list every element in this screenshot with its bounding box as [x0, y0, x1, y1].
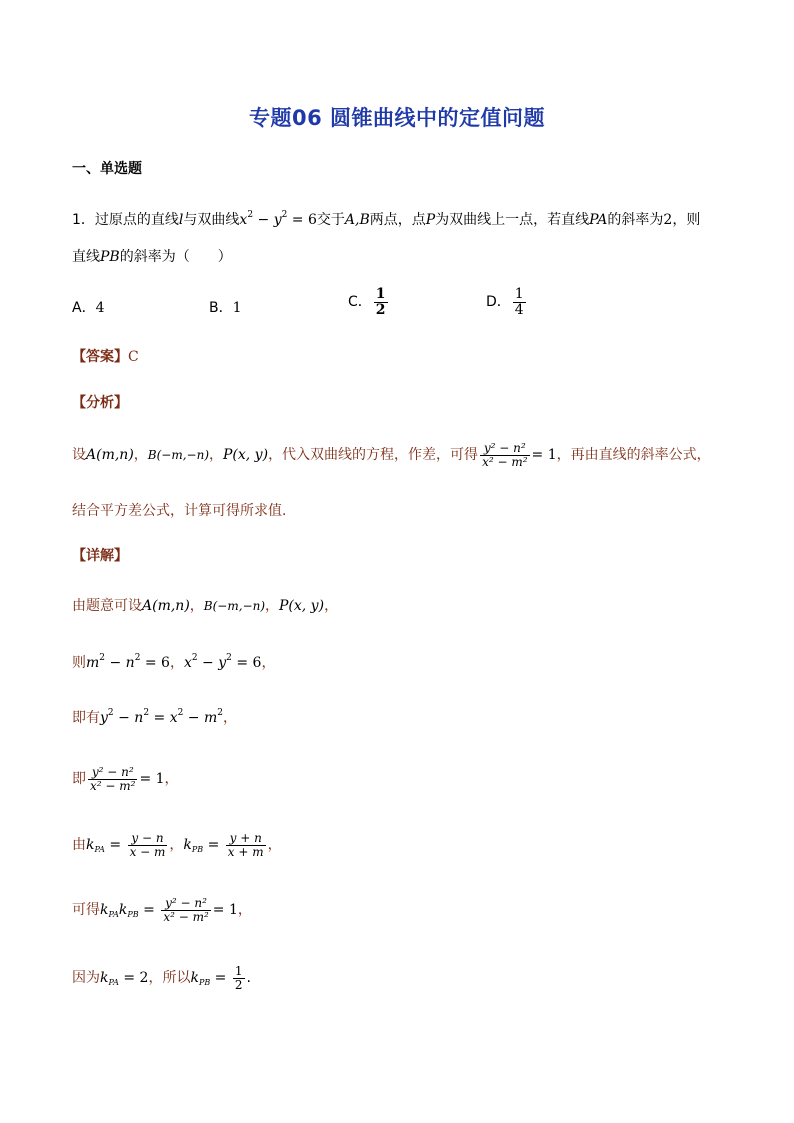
analysis-text: 设	[72, 447, 86, 464]
choice-label: C．	[348, 294, 372, 311]
math-equals-one: = 1	[212, 902, 238, 919]
fraction-kpb: $\frac{y + n}{x + m}$	[227, 831, 264, 859]
detail-text: 即有	[72, 710, 100, 726]
fraction-squares: $\frac{\text{y² − n²}}{\text{x² − m²}}$	[482, 441, 528, 469]
math-pa: PA	[589, 212, 608, 228]
detail-text: 则	[72, 655, 86, 671]
math-p-point: P(x, y)	[223, 447, 269, 464]
math-equal-squares: $y^2 - n^2 = x^2 - m^2$	[100, 708, 223, 726]
detail-text: ，	[189, 598, 204, 614]
analysis-text: ，	[209, 447, 223, 464]
detail-text: 因为	[72, 970, 100, 987]
math-ab: A,B	[344, 212, 370, 228]
question-text: 的斜率为（ ）	[119, 249, 232, 265]
math-p-point: P(x, y)	[279, 598, 325, 614]
detail-line-6	[72, 897, 252, 923]
question-text: 交于	[316, 212, 345, 228]
choice-label: D．	[486, 294, 511, 311]
analysis-line-2: 结合平方差公式，计算可得所求值.	[72, 503, 287, 519]
math-kpa-2: $k_{PA} = 2$	[100, 970, 149, 988]
math-k-pa: $k_{PA}$ =	[86, 837, 126, 855]
choice-label: B．	[209, 300, 233, 316]
math-l: l	[178, 212, 184, 228]
detail-text: ，	[265, 598, 279, 614]
math-x2y2: $x^2 - y^2 = 6$	[183, 653, 262, 671]
detail-text: 即	[72, 771, 86, 788]
choice-label: A．	[72, 300, 96, 316]
detail-line-4	[72, 766, 179, 792]
detail-text: ，	[169, 837, 184, 854]
detail-text: 由	[72, 837, 86, 854]
question-text: 与双曲线	[183, 212, 240, 228]
math-hyperbola: $x^2 - y^2 = 6$	[239, 210, 317, 228]
math-pb: PB	[100, 249, 120, 265]
fraction-one-half: $\frac{1}{2}$	[375, 286, 386, 318]
section-heading: 一、单选题	[72, 161, 142, 177]
math-b-point: B(−m,−n)	[147, 448, 209, 463]
detail-text: ，所以	[148, 970, 191, 987]
detail-line-5	[72, 832, 282, 858]
detail-text: 由题意可设	[72, 598, 142, 614]
math-equals-one: = 1	[139, 771, 165, 788]
answer-value: C	[128, 349, 139, 365]
analysis-label: 【分析】	[72, 395, 128, 411]
detail-text: ，	[164, 771, 179, 788]
math-a-point: A(m,n)	[142, 598, 190, 614]
choice-a	[72, 297, 105, 317]
question-text: 两点，点	[369, 212, 426, 228]
math-m2n2: $m^2 - n^2 = 6$	[86, 653, 170, 671]
detail-line-7	[72, 965, 251, 991]
question-text: 为双曲线上一点，若直线	[435, 212, 590, 228]
detail-line-2	[72, 652, 275, 672]
choice-value: 4	[95, 300, 105, 316]
fraction-kpa: $\frac{y - n}{x - m}$	[129, 831, 166, 859]
math-b-point: B(−m,−n)	[203, 599, 265, 613]
question-text: 的斜率为	[607, 212, 664, 228]
analysis-text: ，再由直线的斜率公式，	[556, 447, 711, 464]
choice-b	[209, 297, 242, 317]
question-text: 直线	[72, 249, 100, 265]
analysis-text: ，代入双曲线的方程，作差，可得	[268, 447, 479, 464]
question-1-line-2	[72, 246, 232, 266]
analysis-line-1	[72, 442, 711, 468]
analysis-text: ，	[133, 447, 148, 464]
question-text: 1．过原点的直线	[72, 212, 179, 228]
period: .	[246, 970, 251, 987]
question-1-line-1	[72, 209, 700, 229]
question-text: ，则	[672, 212, 701, 228]
math-equals-one: = 1	[531, 447, 557, 464]
detail-label: 【详解】	[72, 548, 128, 564]
detail-text: ，	[324, 598, 339, 614]
answer-line	[72, 346, 139, 366]
detail-line-3	[72, 707, 237, 727]
detail-text: ，	[237, 902, 252, 919]
answer-label: 【答案】	[72, 349, 128, 365]
fraction-one-half-result: $\frac{1}{2}$	[234, 964, 243, 992]
detail-line-1	[72, 595, 338, 615]
detail-text: ，	[223, 710, 237, 726]
math-kpa-kpb: $k_{PA}k_{PB}$ =	[100, 902, 160, 920]
page-title: 专题06 圆锥曲线中的定值问题	[248, 106, 546, 130]
fraction-squares: $\frac{\text{y² − n²}}{\text{x² − m²}}$	[90, 765, 136, 793]
fraction-one-quarter: $\frac{1}{4}$	[514, 286, 524, 318]
math-a-point: A(m,n)	[86, 447, 134, 464]
detail-text: 可得	[72, 902, 100, 919]
math-two: 2	[663, 212, 673, 228]
math-k-pb: $k_{PB}$ =	[183, 837, 224, 855]
detail-text: ，	[261, 655, 276, 671]
choice-value: 1	[232, 300, 242, 316]
choice-d	[486, 287, 528, 317]
math-p: P	[425, 212, 436, 228]
fraction-squares: $\frac{\text{y² − n²}}{\text{x² − m²}}$	[163, 896, 209, 924]
choice-c	[348, 287, 390, 317]
detail-text: ，	[267, 837, 282, 854]
detail-text: ，	[169, 655, 184, 671]
math-kpb: $k_{PB}$ =	[190, 970, 231, 988]
